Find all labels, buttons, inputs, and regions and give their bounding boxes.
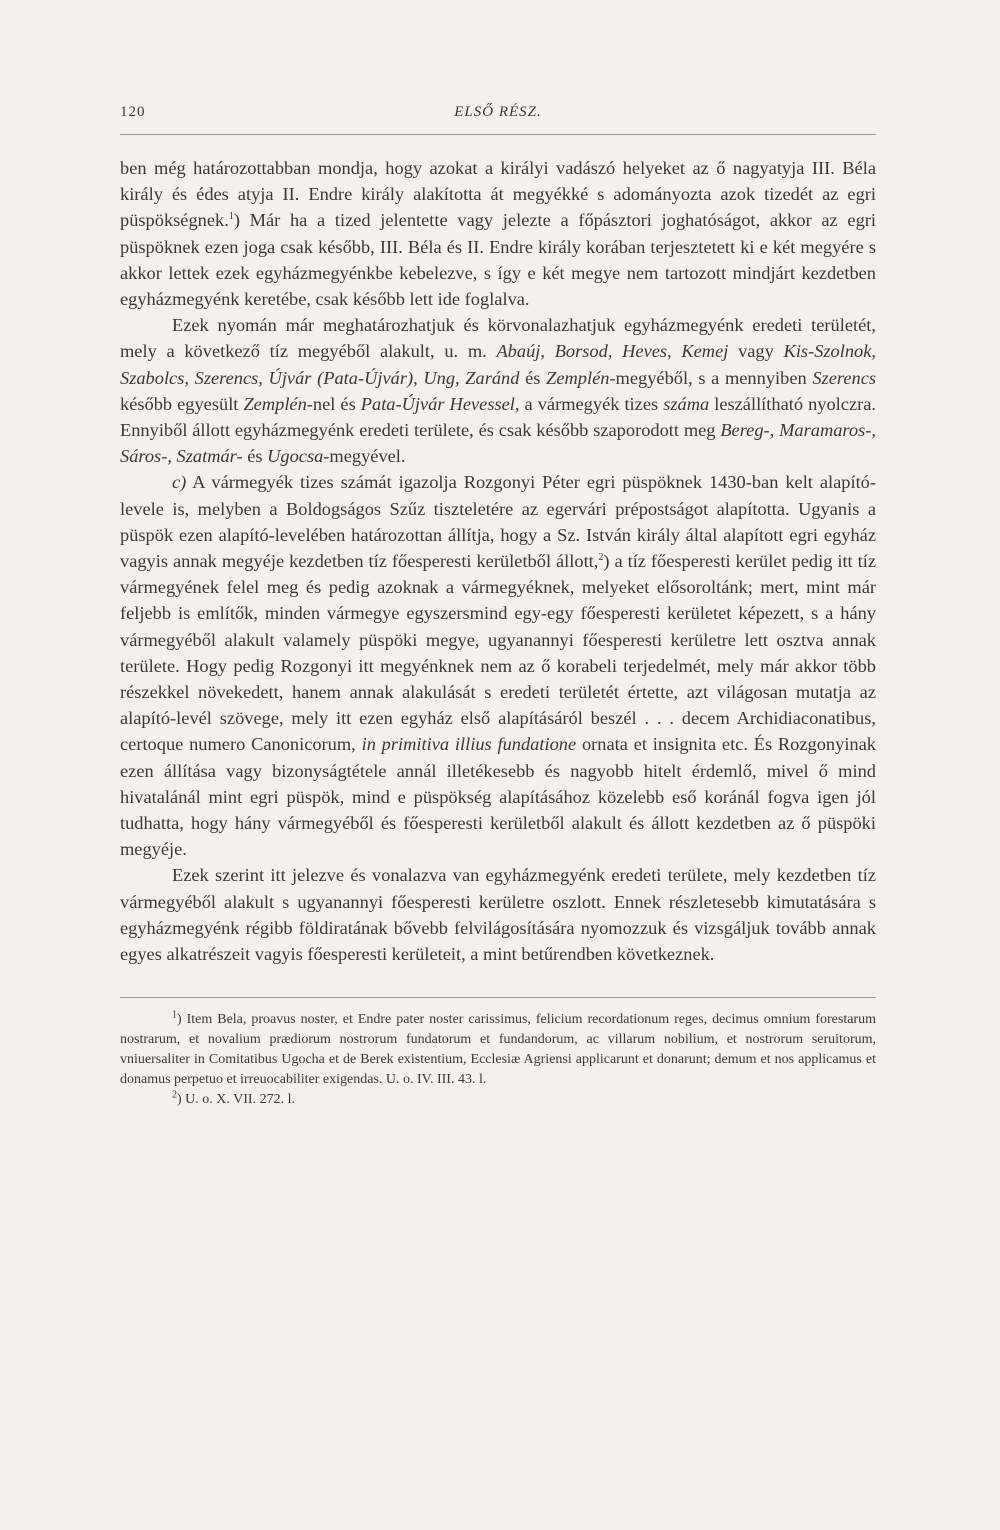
- paragraph-4: Ezek szerint itt jelezve és vonalazva van egyházmegyénk eredeti területe, mely kezdetben tíz vármegyéből alakult s ugyanannyi főesperesti kerületre oszlott. Ennek részletesebb kimutatására s egyházmegyénk régibb földiratának bővebb felvilágosítására nyomozzuk és vizsgáljuk tovább annak egyes alkatrészeit vagyis főesperesti kerületeit, a mint betűrendben következnek.: [120, 865, 876, 965]
- footnote-2: [120, 1090, 876, 1110]
- paragraph-1-text-b: ) Már ha a tized jelentette vagy jelezte a főpásztori joghatóságot, akkor az egri püspöknek ezen joga csak később, III. Béla és II. Endre király korában terjesztetett ki e két megyére s akkor lettek ezek egyházmegyénkbe kebelezve, s így e két megye nem tartozott mindjárt kezdetben egyházmegyénk keretébe, csak később lett ide foglalva.: [120, 210, 876, 310]
- paragraph-2-text: -nel és: [306, 393, 361, 414]
- county-name: Kis-Szolnok, Szabolcs, Szerencs, Újvár (Pata-Újvár), Ung, Zaránd: [120, 341, 877, 388]
- header-rule: [120, 134, 876, 135]
- page-number: 120: [120, 104, 146, 120]
- paragraph-2-text: később egyesült: [120, 393, 244, 414]
- paragraph-2-text: a vármegyék tizes: [519, 393, 664, 414]
- footnote-ref-2: 2: [598, 551, 604, 563]
- paragraph-2-text: vagy: [728, 341, 784, 362]
- running-head: [120, 104, 876, 130]
- paragraph-2-text: és: [242, 446, 268, 467]
- footnote-1-text: ) Item Bela, proavus noster, et Endre pater noster carissimus, felicium recordationum reges, decimus omnium forestarum nostrarum, et novalium prædiorum nostrorum fundatorum et fundandorum, ac villarum nobilium, et nostrorum seruitorum, vniuersaliter in Comitatibus Ugocha et de Berek existentium, Ecclesiæ Agriensi applicarunt et donarunt; demum et nos applicamus et donamus perpetuo et irreuocabiliter exigendas. U. o. IV. III. 43. l.: [120, 1012, 876, 1088]
- paragraph-2-text: és: [519, 367, 547, 388]
- paragraph-2-text: -megyével.: [323, 446, 406, 467]
- paragraph-2: [120, 312, 876, 469]
- footnote-ref-1: 1: [228, 211, 234, 223]
- paragraph-1-text-a: ben még határozottabban mondja, hogy azokat a királyi vadászó helyeket az ő nagyatyja III. Béla király és édes atyja II. Endre király alakította át megyékké s adományozta azok tizedét az egri püspökségnek.: [120, 158, 876, 231]
- paragraph-3: [120, 469, 876, 862]
- county-name: Abaúj, Borsod, Heves, Kemej: [496, 341, 729, 362]
- paragraph-2-text: -megyéből, s a mennyiben: [609, 367, 813, 388]
- footnote-2-text: ) U. o. X. VII. 272. l.: [177, 1092, 295, 1108]
- paragraph-3-text-c: ornata et insignita etc. És Rozgonyinak ezen állítása vagy bizonyságtétele annál illetékesebb és nagyobb hitelt érdemlő, mivel ő mind hivatalánál mint egri püspök, mind e püspökség alapításához közelebb eső koránál fogva igen jól tudhatta, hogy hány vármegyéből és főesperesti kerületből alakult és állott kezdetben az ő püspöki megyéje.: [120, 734, 876, 860]
- footnote-rule: [120, 997, 876, 998]
- footnote-1-mark: 1: [172, 1009, 177, 1021]
- footnote-1: [120, 1010, 876, 1090]
- chapter-title: ELSŐ RÉSZ.: [454, 104, 542, 120]
- section-label: c): [172, 472, 187, 493]
- book-page: [120, 104, 876, 1110]
- county-name: Szerencs: [812, 367, 877, 388]
- county-name: Pata-Újvár Hevessel,: [360, 393, 520, 414]
- body-text: [120, 155, 876, 967]
- paragraph-1: [120, 155, 876, 312]
- paragraph-3-text-a: A vármegyék tizes számát igazolja Rozgonyi Péter egri püspöknek 1430-ban kelt alapító-levele is, melyben a Boldogságos Szűz tiszteletére az egervári prépostságot alapította. Ugyanis a püspök ezen alapító-levelében határozottan állítja, hogy a Sz. István király által alapított egri egyház vagyis annak megyéje kezdetben tíz főesperesti kerületből állott,: [120, 472, 876, 572]
- county-name: Ugocsa: [267, 446, 324, 467]
- footnotes: [120, 1010, 876, 1110]
- emphasis: száma: [663, 393, 710, 414]
- latin-quote: in primitiva illius fundatione: [361, 734, 577, 755]
- paragraph-3-text-b: ) a tíz főesperesti kerület pedig itt tíz vármegyének felel meg és pedig azoknak a vármegyéknek, melyeket elősoroltánk; mert, mint már feljebb is említők, minden vármegye egyszersmind egy-egy főesperesti kerületet képezett, s a hány vármegyéből alakult valamely püspöki megye, ugyanannyi főesperesti kerületre lett osztva annak területe. Hogy pedig Rozgonyi itt megyénknek nem az ő korabeli terjedelmét, mely már akkor több részekkel növekedett, hanem annak alakulását s eredeti területét értette, azt világosan mutatja az alapító-levél szövege, mely itt ezen egyház első alapításáról beszél . . . decem Archidiaconatibus, certoque numero Canonicorum,: [120, 551, 876, 755]
- paragraph-2-text: Ezek nyomán már meghatározhatjuk és körvonalazhatjuk egyházmegyénk eredeti területét, mely a következő tíz megyéből alakult, u. m.: [120, 315, 876, 362]
- county-name: Bereg-, Maramaros-, Sáros-, Szatmár-: [120, 420, 876, 467]
- footnote-2-mark: 2: [172, 1089, 177, 1101]
- county-name: Zemplén: [546, 367, 610, 388]
- county-name: Zemplén: [243, 393, 307, 414]
- paragraph-2-text: leszállítható nyolczra. Ennyiből állott egyházmegyénk eredeti területe, és csak később szaporodott meg: [120, 393, 876, 441]
